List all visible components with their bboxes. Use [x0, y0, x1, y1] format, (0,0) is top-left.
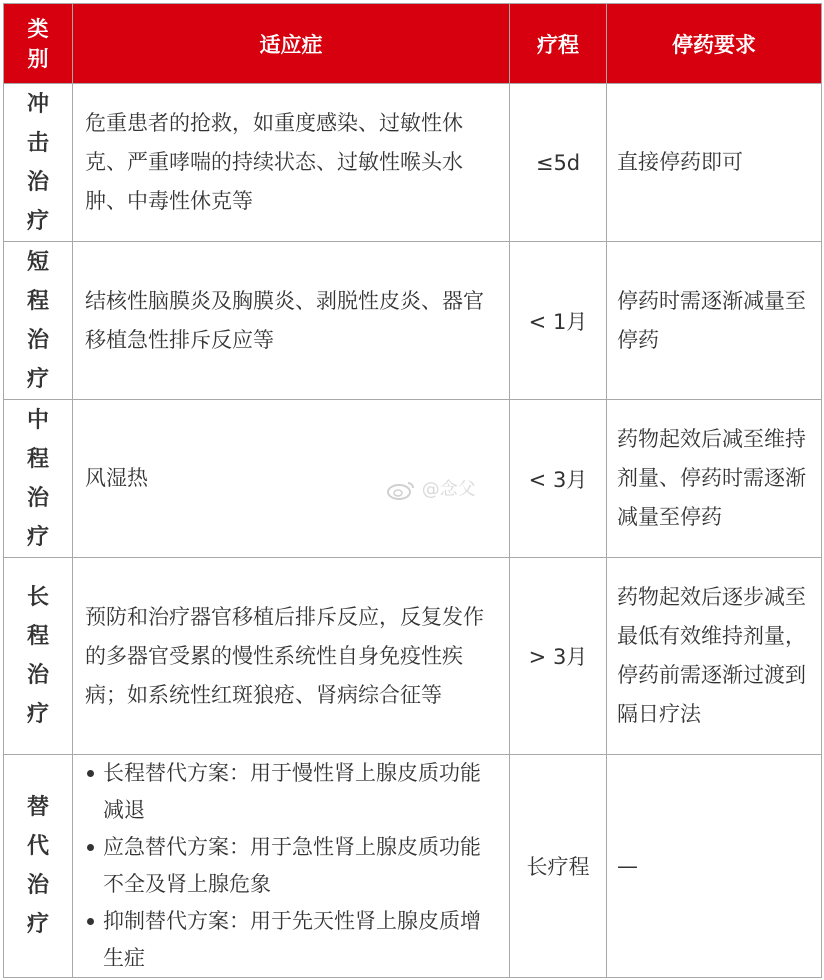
indication-cell: 风湿热	[73, 400, 510, 558]
header-category-label: 类别	[27, 16, 49, 71]
list-item: 长程替代方案：用于慢性肾上腺皮质功能减退	[73, 755, 497, 829]
duration-cell: ≤5d	[510, 84, 607, 242]
header-duration: 疗程	[510, 4, 607, 84]
category-cell: 长 程 治 疗	[4, 558, 73, 755]
category-cell: 冲 击 治 疗	[4, 84, 73, 242]
category-cell: 短 程 治 疗	[4, 242, 73, 400]
indication-cell: 预防和治疗器官移植后排斥反应，反复发作的多器官受累的慢性系统性自身免疫性疾病；如系统性红斑狼疮、肾病综合征等	[73, 558, 510, 755]
header-stop: 停药要求	[607, 4, 822, 84]
header-category	[4, 4, 73, 84]
indication-cell	[73, 755, 510, 978]
stop-cell: 药物起效后逐步减至最低有效维持剂量，停药前需逐渐过渡到隔日疗法	[607, 558, 822, 755]
indication-list	[73, 755, 497, 977]
header-indication: 适应症	[73, 4, 510, 84]
list-item: 应急替代方案：用于急性肾上腺皮质功能不全及肾上腺危象	[73, 829, 497, 903]
stop-cell: 停药时需逐渐减量至停药	[607, 242, 822, 400]
duration-cell: > 3月	[510, 558, 607, 755]
list-item: 抑制替代方案：用于先天性肾上腺皮质增生症	[73, 903, 497, 977]
indication-cell: 结核性脑膜炎及胸膜炎、剥脱性皮炎、器官移植急性排斥反应等	[73, 242, 510, 400]
table-row	[4, 242, 822, 400]
duration-cell: < 1月	[510, 242, 607, 400]
indication-cell: 危重患者的抢救，如重度感染、过敏性休克、严重哮喘的持续状态、过敏性喉头水肿、中毒性休克等	[73, 84, 510, 242]
header-row	[4, 4, 822, 84]
stop-cell: 直接停药即可	[607, 84, 822, 242]
category-cell: 替 代 治 疗	[4, 755, 73, 978]
category-cell: 中 程 治 疗	[4, 400, 73, 558]
stop-cell: 药物起效后减至维持剂量、停药时需逐渐减量至停药	[607, 400, 822, 558]
duration-cell: < 3月	[510, 400, 607, 558]
table-row	[4, 84, 822, 242]
table-row	[4, 558, 822, 755]
watermark-text: @念父	[421, 479, 476, 500]
table-row	[4, 755, 822, 978]
duration-cell: 长疗程	[510, 755, 607, 978]
treatment-table	[3, 3, 822, 978]
table-row	[4, 400, 822, 558]
stop-cell: —	[607, 755, 822, 978]
